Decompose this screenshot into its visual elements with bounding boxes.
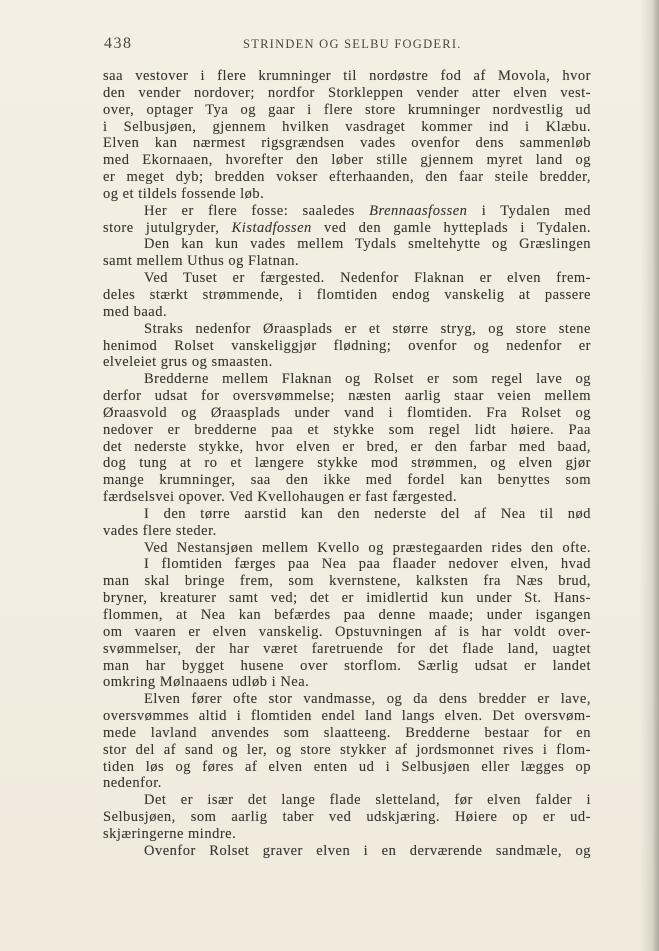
text-line: derfor udsat for oversvømmelse; næsten aarlig staar veien mellem — [103, 388, 591, 405]
body-text — [103, 68, 591, 860]
text-line: vades flere steder. — [103, 522, 217, 539]
text-segment: store jutulgryder, — [103, 219, 232, 236]
text-line: oversvømmes altid i flomtiden endel land langs elven. Det oversvøm- — [103, 708, 591, 725]
text-line: Ovenfor Rolset graver elven i en derværende sandmæle, og — [144, 842, 591, 859]
text-line: med baad. — [103, 303, 168, 320]
text-line: Den kan kun vades mellem Tydals smeltehytte og Græslingen — [144, 236, 591, 253]
text-line: Bredderne mellem Flaknan og Rolset er som regel lave og — [144, 371, 591, 388]
italic-place-name: Brennaasfossen — [369, 202, 468, 219]
text-line: elveleiet grus og smaasten. — [103, 354, 273, 371]
text-line: samt mellem Uthus og Flatnan. — [103, 253, 300, 270]
text-line: stor del af sand og ler, og store stykker af jordsmonnet rives i flom- — [103, 741, 591, 758]
text-line — [103, 220, 591, 237]
italic-place-name: Kistadfossen — [231, 219, 312, 236]
text-line: man har bygget husene over storflom. Særlig udsat er landet — [103, 657, 591, 674]
text-line: svømmelser, der har været faretruende for det flade land, uagtet — [103, 640, 591, 657]
text-line: Elven kan nærmest rigsgrændsen vades ovenfor dens sammenløb — [103, 135, 591, 152]
page-number: 438 — [104, 35, 133, 52]
text-line: omkring Mølnaaens udløb i Nea. — [103, 674, 310, 691]
text-line: og et tildels fossende løb. — [103, 185, 265, 202]
text-line: mede lavland anvendes som slaatteeng. Bredderne bestaar for en — [103, 724, 591, 741]
text-line: med Ekornaaen, hvorefter den løber stille gjennem myret land og — [103, 152, 591, 169]
text-line: over, optager Tya og gaar i flere store krumninger nordvestlig ud — [103, 101, 591, 118]
text-line: den vender nordover; nordfor Storkleppen vender atter elven vest- — [103, 84, 591, 101]
text-line — [103, 203, 591, 220]
text-segment: Her er flere fosse: saaledes — [144, 202, 370, 219]
text-line: nedenfor. — [103, 775, 162, 792]
text-line: bryner, kreaturer samt ved; det er imidlertid kun under St. Hans- — [103, 590, 591, 607]
text-line: er meget dyb; bredden vokser efterhaanden, den faar steile bredder, — [103, 169, 591, 186]
text-line: Øraasvold og Øraasplads under vand i flomtiden. Fra Rolset og — [103, 404, 591, 421]
text-segment: i Tydalen med — [467, 202, 591, 219]
text-segment: ved den gamle hytteplads i Tydalen. — [311, 219, 591, 236]
text-line: Elven fører ofte stor vandmasse, og da dens bredder er lave, — [144, 691, 591, 708]
text-line: henimod Rolset vanskeliggjør flødning; ovenfor og nedenfor er — [103, 337, 591, 354]
text-line: det nederste stykke, hvor elven er bred, er den farbar med baad, — [103, 438, 591, 455]
text-line: Selbusjøen, som aarlig taber ved udskjæring. Høiere op er ud- — [103, 809, 591, 826]
text-line: Ved Nestansjøen mellem Kvello og præstegaarden rides den ofte. — [144, 539, 591, 556]
text-line: færdselsvei opover. Ved Kvellohaugen er fast færgested. — [103, 489, 457, 506]
text-line: i Selbusjøen, gjennem hvilken vasdraget kommer ind i Klæbu. — [103, 118, 591, 135]
text-line: Straks nedenfor Øraasplads er et større stryg, og store stene — [144, 320, 591, 337]
text-line: flommen, at Nea kan befærdes paa denne maade; under isgangen — [103, 607, 591, 623]
text-line: I flomtiden færges paa Nea paa flaader nedover elven, hvad — [144, 556, 591, 573]
text-line: skjæringerne mindre. — [103, 825, 237, 842]
text-line: Ved Tuset er færgested. Nedenfor Flaknan er elven frem- — [144, 270, 591, 287]
text-line: om vaaren er elven vanskelig. Opstuvningen af is har voldt over- — [103, 623, 591, 640]
text-line: nedover er bredderne paa et stykke som regel lidt høiere. Paa — [103, 421, 591, 438]
text-line: deles stærkt strømmende, i flomtiden endog vanskelig at passere — [103, 286, 591, 303]
running-header-title: STRINDEN OG SELBU FOGDERI. — [243, 37, 462, 51]
text-line: mange krumninger, saa den ikke med fordel kan benyttes som — [103, 472, 591, 489]
text-line: dog tung at ro et længere stykke mod strømmen, og elven gjør — [103, 455, 591, 472]
text-line: I den tørre aarstid kan den nederste del af Nea til nød — [144, 505, 591, 522]
text-line: man skal bringe frem, som kvernstene, kalksten fra Næs brud, — [103, 573, 591, 590]
text-line: saa vestover i flere krumninger til nordøstre fod af Movola, hvor — [103, 68, 591, 84]
text-line: tiden løs og føres af elven enten ud i Selbusjøen eller lægges op — [103, 758, 591, 775]
text-line: Det er især det lange flade sletteland, før elven falder i — [144, 792, 591, 809]
